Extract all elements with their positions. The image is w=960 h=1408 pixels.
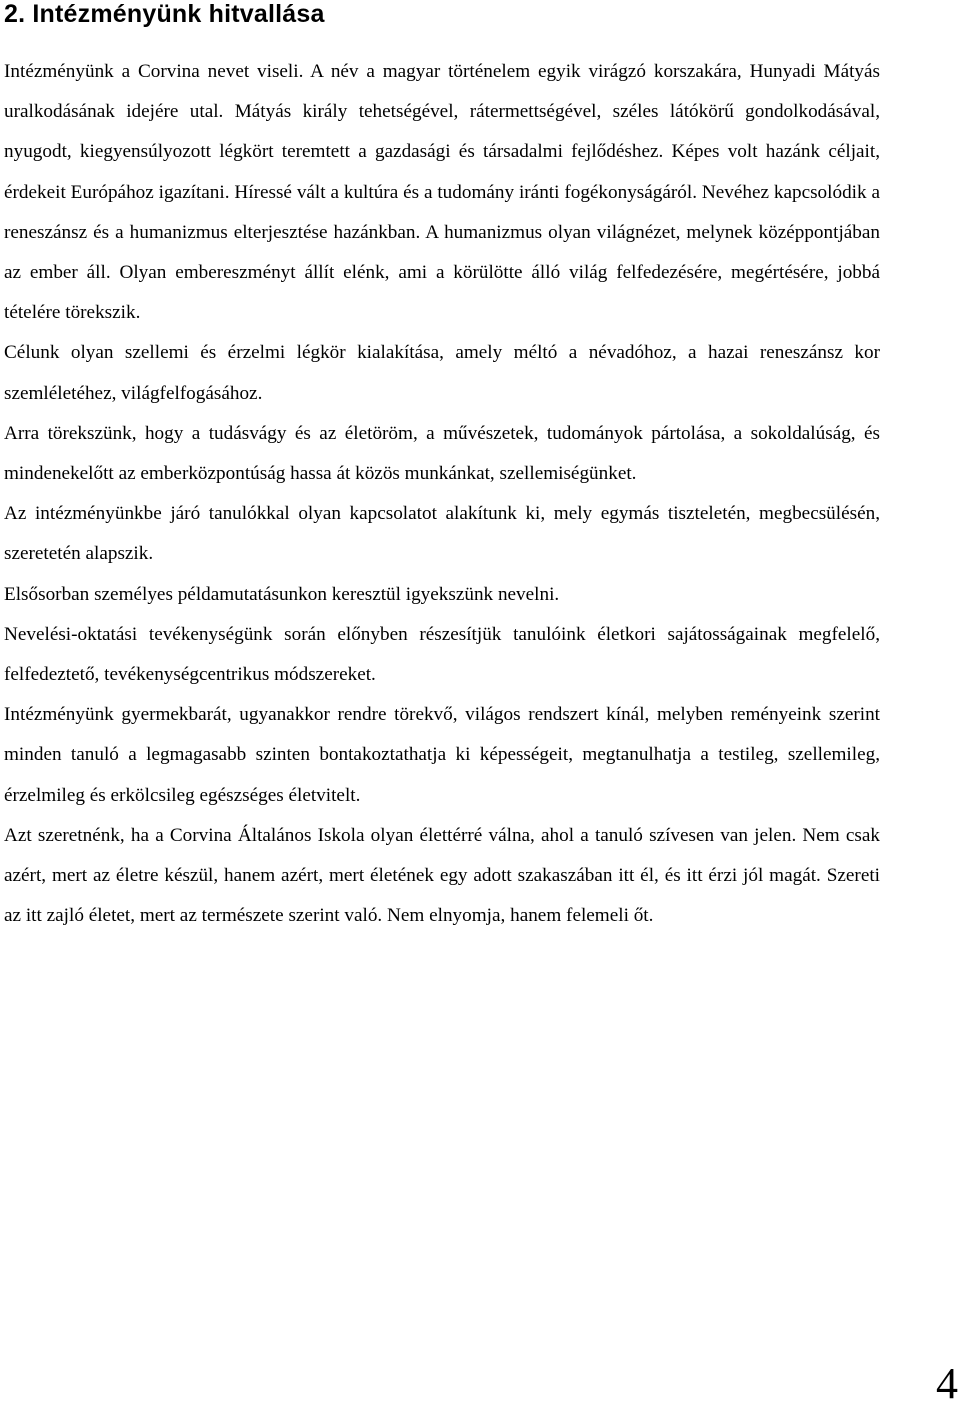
paragraph-wish: Azt szeretnénk, ha a Corvina Általános Iskola olyan élettérré válna, ahol a tanuló szívesen van jelen. Nem csak azért, mert az életre készül, hanem azért, mert életének egy adott szakaszában itt él, és itt érzi jól magát. Szereti az itt zajló életet, mert az természete szerint való. Nem elnyomja, hanem felemeli őt.	[4, 824, 880, 927]
document-body	[4, 52, 880, 936]
paragraph-namesake: Intézményünk a Corvina nevet viseli. A név a magyar történelem egyik virágzó korszakára, Hunyadi Mátyás uralkodásának idejére utal. Mátyás király tehetségével, rátermettségével, széles látókörű gondolkodásával, nyugodt, kiegyensúlyozott légkört teremtett a gazdasági és társadalmi fejlődéshez. Képes volt hazánk céljait, érdekeit Európához igazítani. Híressé vált a kultúra és a tudomány iránti fogékonyságáról. Nevéhez kapcsolódik a reneszánsz és a humanizmus elterjesztése hazánkban. A humanizmus olyan világnézet, melynek középpontjában az ember áll. Olyan embereszményt állít elénk, ami a körülötte álló világ felfedezésére, megértésére, jobbá tételére törekszik.	[4, 61, 880, 324]
paragraph-example: Elsősorban személyes példamutatásunkon keresztül igyekszünk nevelni.	[4, 583, 560, 605]
paragraph-goal: Célunk olyan szellemi és érzelmi légkör kialakítása, amely méltó a névadóhoz, a hazai reneszánsz kor szemléletéhez, világfelfogásához.	[4, 342, 880, 404]
paragraph-system: Intézményünk gyermekbarát, ugyanakkor rendre törekvő, világos rendszert kínál, melyben reményeink szerint minden tanuló a legmagasabb szinten bontakoztathatja ki képességeit, megtanulhatja a testileg, szellemileg, érzelmileg és erkölcsileg egészséges életvitelt.	[4, 704, 880, 806]
paragraph-relationship: Az intézményünkbe járó tanulókkal olyan kapcsolatot alakítunk ki, mely egymás tiszteletén, megbecsülésén, szeretetén alapszik.	[4, 503, 880, 565]
paragraph-methods: Nevelési-oktatási tevékenységünk során előnyben részesítjük tanulóink életkori sajátosságainak megfelelő, felfedeztető, tevékenységcentrikus módszereket.	[4, 623, 880, 686]
page-number: 4	[936, 1359, 958, 1408]
section-heading: 2. Intézményünk hitvallása	[4, 0, 325, 28]
paragraph-aspiration: Arra törekszünk, hogy a tudásvágy és az életöröm, a művészetek, tudományok pártolása, a sokoldalúság, és mindenekelőtt az emberközpontúság hassa át közös munkánkat, szellemiségünket.	[4, 422, 880, 485]
